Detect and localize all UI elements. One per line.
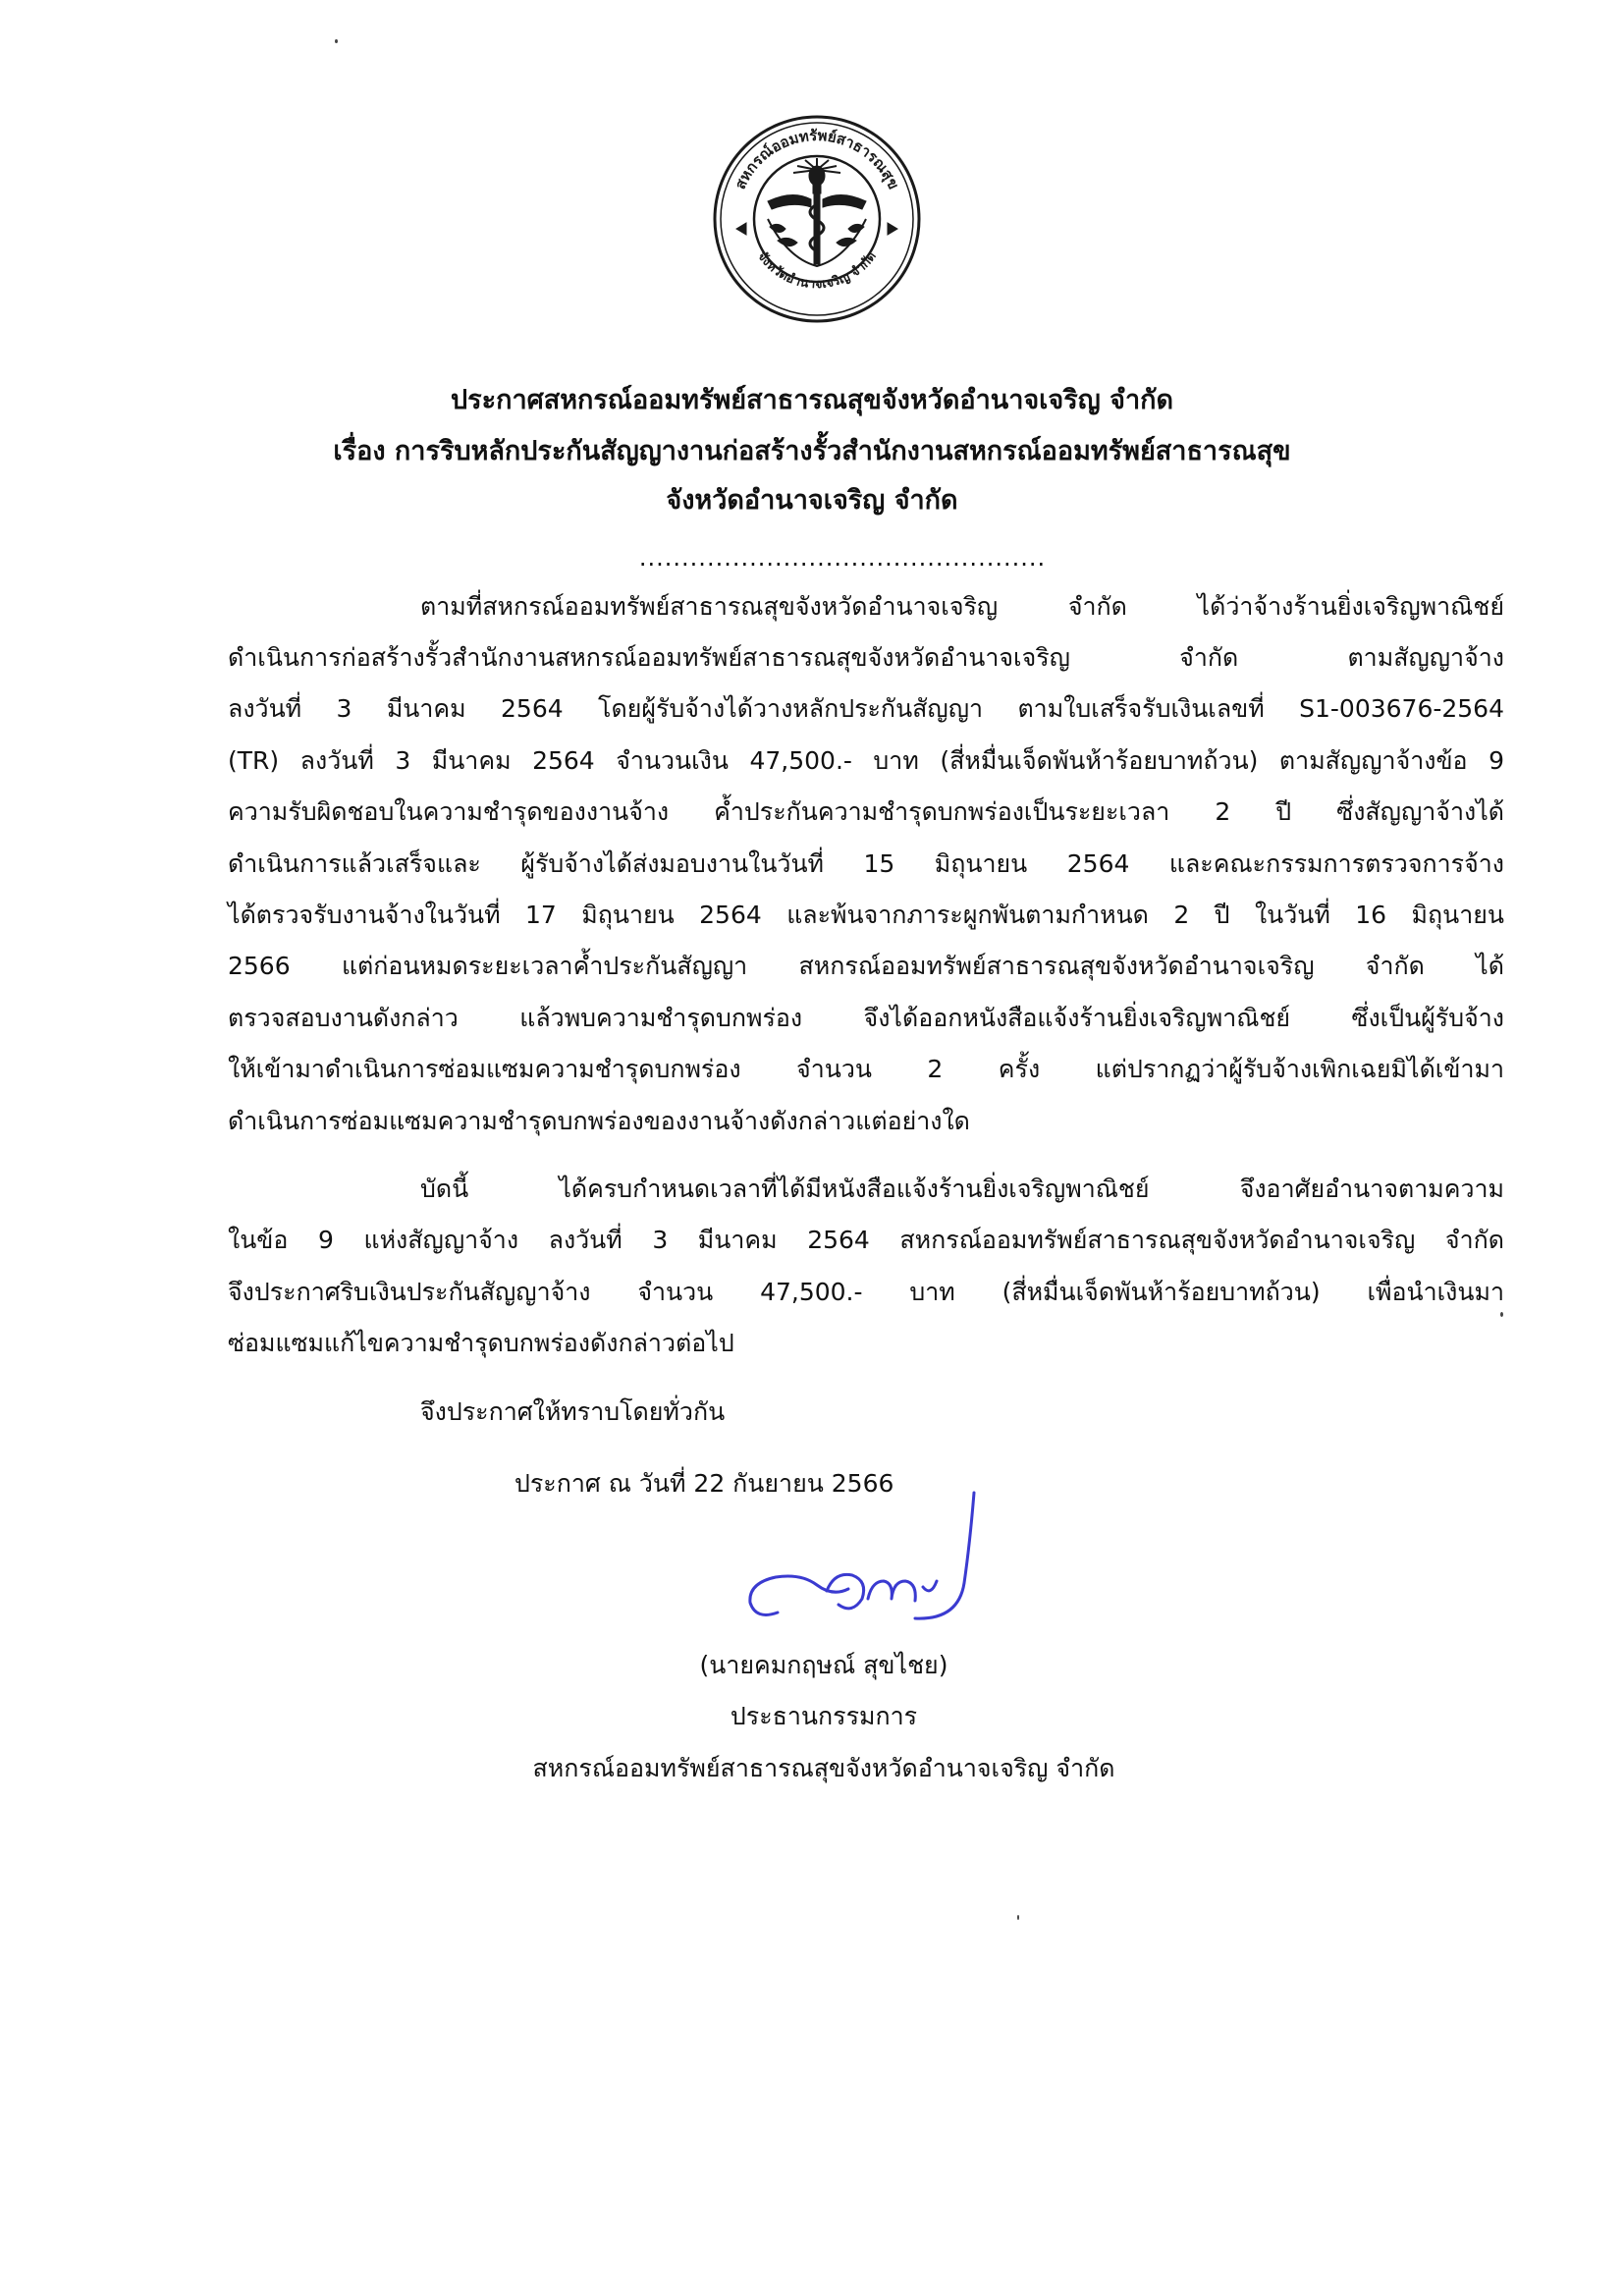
svg-text:สหกรณ์ออมทรัพย์สาธารณสุข: สหกรณ์ออมทรัพย์สาธารณสุข — [731, 126, 903, 192]
announcement-subject: เรื่อง การริบหลักประกันสัญญางานก่อสร้างรั้วสำนักงานสหกรณ์ออมทรัพย์สาธารณสุข — [333, 436, 1291, 466]
body-line: (TR) ลงวันที่ 3 มีนาคม 2564 จำนวนเงิน 47,500.- บาท (สี่หมื่นเจ็ดพันห้าร้อยบาทถ้วน) ตามสัญญาจ้างข้อ 9 — [228, 746, 1504, 775]
svg-text:จังหวัดอำนาจเจริญ จำกัด: จังหวัดอำนาจเจริญ จำกัด — [754, 248, 880, 293]
announcement-title: ประกาศสหกรณ์ออมทรัพย์สาธารณสุขจังหวัดอำนาจเจริญ จำกัด — [450, 385, 1173, 415]
body-line: ตามที่สหกรณ์ออมทรัพย์สาธารณสุขจังหวัดอำนาจเจริญ จำกัด ได้ว่าจ้างร้านยิ่งเจริญพาณิชย์ — [420, 592, 1504, 621]
scan-speck — [1017, 1915, 1019, 1920]
body-line: ดำเนินการก่อสร้างรั้วสำนักงานสหกรณ์ออมทรัพย์สาธารณสุขจังหวัดอำนาจเจริญ จำกัด ตามสัญญาจ้าง — [228, 643, 1504, 672]
body-line: ให้เข้ามาดำเนินการซ่อมแซมความชำรุดบกพร่อง จำนวน 2 ครั้ง แต่ปรากฏว่าผู้รับจ้างเพิกเฉยมิได้เข้ามา — [228, 1055, 1504, 1083]
body-line: ดำเนินการซ่อมแซมความชำรุดบกพร่องของงานจ้างดังกล่าวแต่อย่างใด — [228, 1107, 970, 1135]
cooperative-seal-logo — [709, 111, 925, 327]
signer-title: ประธานกรรมการ — [730, 1702, 918, 1730]
body-line: ตรวจสอบงานดังกล่าว แล้วพบความชำรุดบกพร่อง จึงได้ออกหนังสือแจ้งร้านยิ่งเจริญพาณิชย์ ซึ่งเป็นผู้รับจ้าง — [228, 1004, 1504, 1032]
body-line: จึงประกาศริบเงินประกันสัญญาจ้าง จำนวน 47,500.- บาท (สี่หมื่นเจ็ดพันห้าร้อยบาทถ้วน) เพื่อนำเงินมา — [228, 1278, 1504, 1306]
handwritten-signature — [736, 1473, 1011, 1650]
body-line: ดำเนินการแล้วเสร็จและ ผู้รับจ้างได้ส่งมอบงานในวันที่ 15 มิถุนายน 2564 และคณะกรรมการตรวจการจ้าง — [228, 849, 1504, 878]
scan-speck — [335, 39, 338, 43]
dotted-separator: ................................................ — [638, 544, 1047, 572]
body-line: ลงวันที่ 3 มีนาคม 2564 โดยผู้รับจ้างได้วางหลักประกันสัญญา ตามใบเสร็จรับเงินเลขที่ S1-003676-2564 — [228, 694, 1504, 723]
announcement-date: ประกาศ ณ วันที่ 22 กันยายน 2566 — [514, 1469, 894, 1498]
body-line: ในข้อ 9 แห่งสัญญาจ้าง ลงวันที่ 3 มีนาคม 2564 สหกรณ์ออมทรัพย์สาธารณสุขจังหวัดอำนาจเจริญ จำกัด — [228, 1226, 1504, 1254]
announce-line: จึงประกาศให้ทราบโดยทั่วกัน — [420, 1397, 726, 1426]
organization-name: สหกรณ์ออมทรัพย์สาธารณสุขจังหวัดอำนาจเจริญ จำกัด — [532, 1754, 1115, 1782]
body-line: 2566 แต่ก่อนหมดระยะเวลาค้ำประกันสัญญา สหกรณ์ออมทรัพย์สาธารณสุขจังหวัดอำนาจเจริญ จำกัด ได้ — [228, 952, 1504, 980]
scan-speck — [1500, 1312, 1503, 1317]
body-line: ซ่อมแซมแก้ไขความชำรุดบกพร่องดังกล่าวต่อไป — [228, 1329, 734, 1357]
body-line: บัดนี้ ได้ครบกำหนดเวลาที่ได้มีหนังสือแจ้งร้านยิ่งเจริญพาณิชย์ จึงอาศัยอำนาจตามความ — [420, 1175, 1504, 1203]
body-line: ได้ตรวจรับงานจ้างในวันที่ 17 มิถุนายน 2564 และพ้นจากภาระผูกพันตามกำหนด 2 ปี ในวันที่ 16 มิถุนายน — [228, 901, 1504, 929]
announcement-subject-continued: จังหวัดอำนาจเจริญ จำกัด — [666, 485, 958, 516]
signer-name: (นายคมกฤษณ์ สุขไชย) — [699, 1651, 948, 1679]
body-line: ความรับผิดชอบในความชำรุดของงานจ้าง ค้ำประกันความชำรุดบกพร่องเป็นระยะเวลา 2 ปี ซึ่งสัญญาจ้างได้ — [228, 797, 1504, 826]
